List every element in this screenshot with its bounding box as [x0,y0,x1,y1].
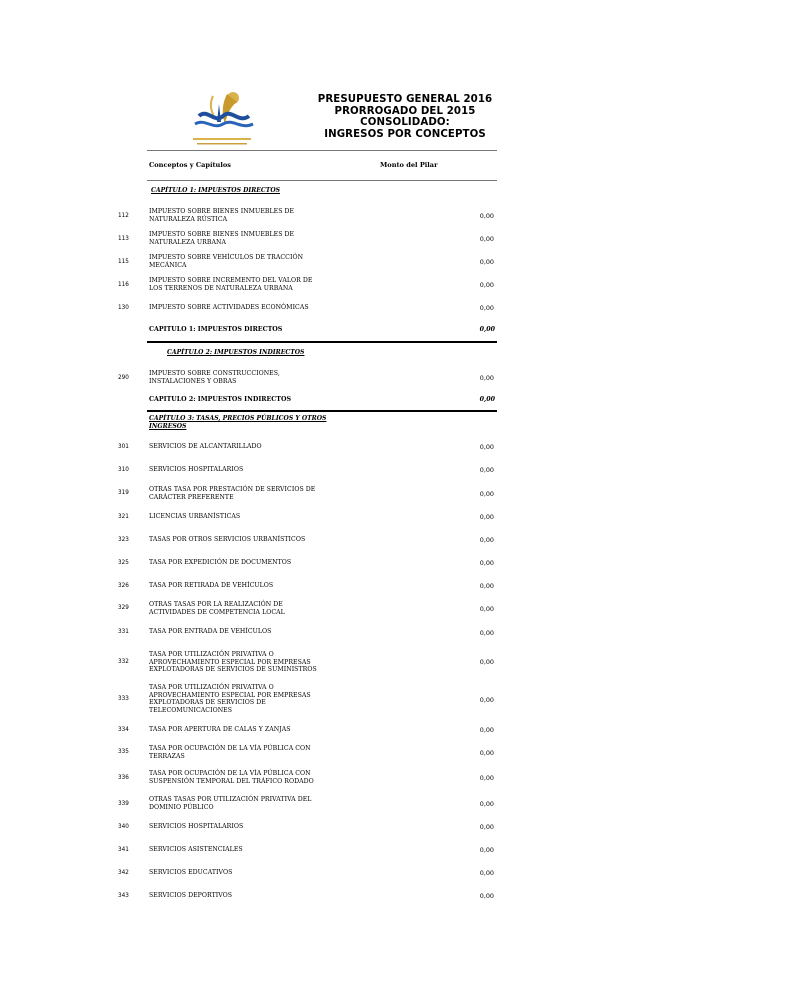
row-concept: TASA POR EXPEDICIÓN DE DOCUMENTOS [149,559,292,566]
row-code: 321 [118,513,129,520]
section-total-label: CAPITULO 2: IMPUESTOS INDIRECTOS [149,396,292,403]
row-code: 116 [118,281,129,288]
row-amount: 0,00 [479,892,494,900]
row-concept: IMPUESTO SOBRE CONSTRUCCIONES, INSTALACIONES Y OBRAS [149,370,280,385]
row-code: 340 [118,823,129,830]
row-concept: SERVICIOS EDUCATIVOS [149,869,233,876]
row-amount: 0,00 [479,374,494,382]
row-code: 130 [118,304,129,311]
title-line-3: CONSOLIDADO: [360,117,450,129]
row-amount: 0,00 [479,749,494,757]
row-code: 332 [118,658,129,665]
row-code: 334 [118,726,129,733]
row-concept: IMPUESTO SOBRE BIENES INMUEBLES DE NATURALEZA URBANA [149,231,295,246]
row-concept: TASA POR UTILIZACIÓN PRIVATIVA O APROVECHAMIENTO ESPECIAL POR EMPRESAS EXPLOTADORAS DE SERVICIOS DE TELECOMUNICACIONES [149,684,311,714]
row-concept: LICENCIAS URBANÍSTICAS [149,513,241,520]
row-code: 336 [118,774,129,781]
row-code: 112 [118,212,129,219]
row-amount: 0,00 [479,846,494,854]
row-amount: 0,00 [479,490,494,498]
row-concept: TASA POR APERTURA DE CALAS Y ZANJAS [149,726,291,733]
row-code: 333 [118,695,129,702]
column-header-concept: Conceptos y Capítulos [149,161,231,169]
section-total-label: CAPITULO 1: IMPUESTOS DIRECTOS [149,326,283,333]
row-amount: 0,00 [479,443,494,451]
column-header-divider [147,180,497,181]
municipal-logo [183,84,261,150]
row-concept: IMPUESTO SOBRE VEHÍCULOS DE TRACCIÓN MECÁNICA [149,254,304,269]
row-concept: TASA POR OCUPACIÓN DE LA VÍA PÚBLICA CON SUSPENSIÓN TEMPORAL DEL TRÁFICO RODADO [149,770,314,785]
row-code: 329 [118,604,129,611]
row-code: 331 [118,628,129,635]
row-amount: 0,00 [479,629,494,637]
row-amount: 0,00 [479,696,494,704]
row-code: 342 [118,869,129,876]
municipal-logo-icon [183,84,261,150]
row-amount: 0,00 [479,466,494,474]
row-amount: 0,00 [479,774,494,782]
row-concept: TASA POR UTILIZACIÓN PRIVATIVA O APROVECHAMIENTO ESPECIAL POR EMPRESAS EXPLOTADORAS DE SERVICIOS DE SUMINISTROS [149,651,317,674]
row-amount: 0,00 [479,658,494,666]
row-code: 113 [118,235,129,242]
row-code: 343 [118,892,129,899]
row-code: 319 [118,489,129,496]
title-line-4: INGRESOS POR CONCEPTOS [324,128,486,140]
row-amount: 0,00 [479,800,494,808]
row-amount: 0,00 [479,304,494,312]
row-code: 301 [118,443,129,450]
row-amount: 0,00 [479,212,494,220]
row-concept: TASAS POR OTROS SERVICIOS URBANÍSTICOS [149,536,306,543]
title-line-1: PRESUPUESTO GENERAL 2016 [317,94,493,105]
row-code: 115 [118,258,129,265]
section-heading-cap2: CAPÍTULO 2: IMPUESTOS INDIRECTOS [167,349,305,356]
section-divider [147,341,497,343]
row-code: 335 [118,748,129,755]
section-total-amount: 0,00 [479,396,495,403]
document-title [310,94,500,140]
row-code: 341 [118,846,129,853]
row-code: 339 [118,800,129,807]
row-concept: TASA POR RETIRADA DE VEHÍCULOS [149,582,274,589]
row-concept: IMPUESTO SOBRE INCREMENTO DEL VALOR DE LOS TERRENOS DE NATURALEZA URBANA [149,277,313,292]
row-amount: 0,00 [479,281,494,289]
row-concept: OTRAS TASA POR PRESTACIÓN DE SERVICIOS DE CARÁCTER PREFERENTE [149,486,316,501]
row-code: 310 [118,466,129,473]
row-concept: SERVICIOS DE ALCANTARILLADO [149,443,262,450]
row-concept: IMPUESTO SOBRE BIENES INMUEBLES DE NATURALEZA RÚSTICA [149,208,295,223]
title-line-2: PRORROGADO DEL 2015 [334,105,476,117]
section-heading-cap1: CAPÍTULO 1: IMPUESTOS DIRECTOS [151,187,281,194]
section-divider [147,410,497,412]
row-concept: SERVICIOS DEPORTIVOS [149,892,233,899]
row-code: 326 [118,582,129,589]
header-divider [147,150,497,151]
section-total-amount: 0,00 [479,326,495,333]
row-amount: 0,00 [479,258,494,266]
row-concept: OTRAS TASAS POR LA REALIZACIÓN DE ACTIVIDADES DE COMPETENCIA LOCAL [149,601,285,616]
section-heading-cap3: CAPÍTULO 3: TASAS, PRECIOS PÚBLICOS Y OTROS INGRESOS [149,415,327,430]
row-amount: 0,00 [479,559,494,567]
row-code: 325 [118,559,129,566]
row-amount: 0,00 [479,513,494,521]
row-amount: 0,00 [479,869,494,877]
row-concept: TASA POR OCUPACIÓN DE LA VÍA PÚBLICA CON TERRAZAS [149,745,311,760]
row-concept: SERVICIOS HOSPITALARIOS [149,466,244,473]
row-concept: TASA POR ENTRADA DE VEHÍCULOS [149,628,272,635]
row-amount: 0,00 [479,582,494,590]
column-header-amount: Monto del Pilar [380,161,438,169]
row-concept: SERVICIOS HOSPITALARIOS [149,823,244,830]
row-code: 290 [118,374,129,381]
row-concept: OTRAS TASAS POR UTILIZACIÓN PRIVATIVA DEL DOMINIO PÚBLICO [149,796,312,811]
row-amount: 0,00 [479,605,494,613]
row-amount: 0,00 [479,235,494,243]
row-code: 323 [118,536,129,543]
row-amount: 0,00 [479,823,494,831]
row-amount: 0,00 [479,536,494,544]
row-concept: IMPUESTO SOBRE ACTIVIDADES ECONÓMICAS [149,304,309,311]
row-concept: SERVICIOS ASISTENCIALES [149,846,243,853]
row-amount: 0,00 [479,726,494,734]
